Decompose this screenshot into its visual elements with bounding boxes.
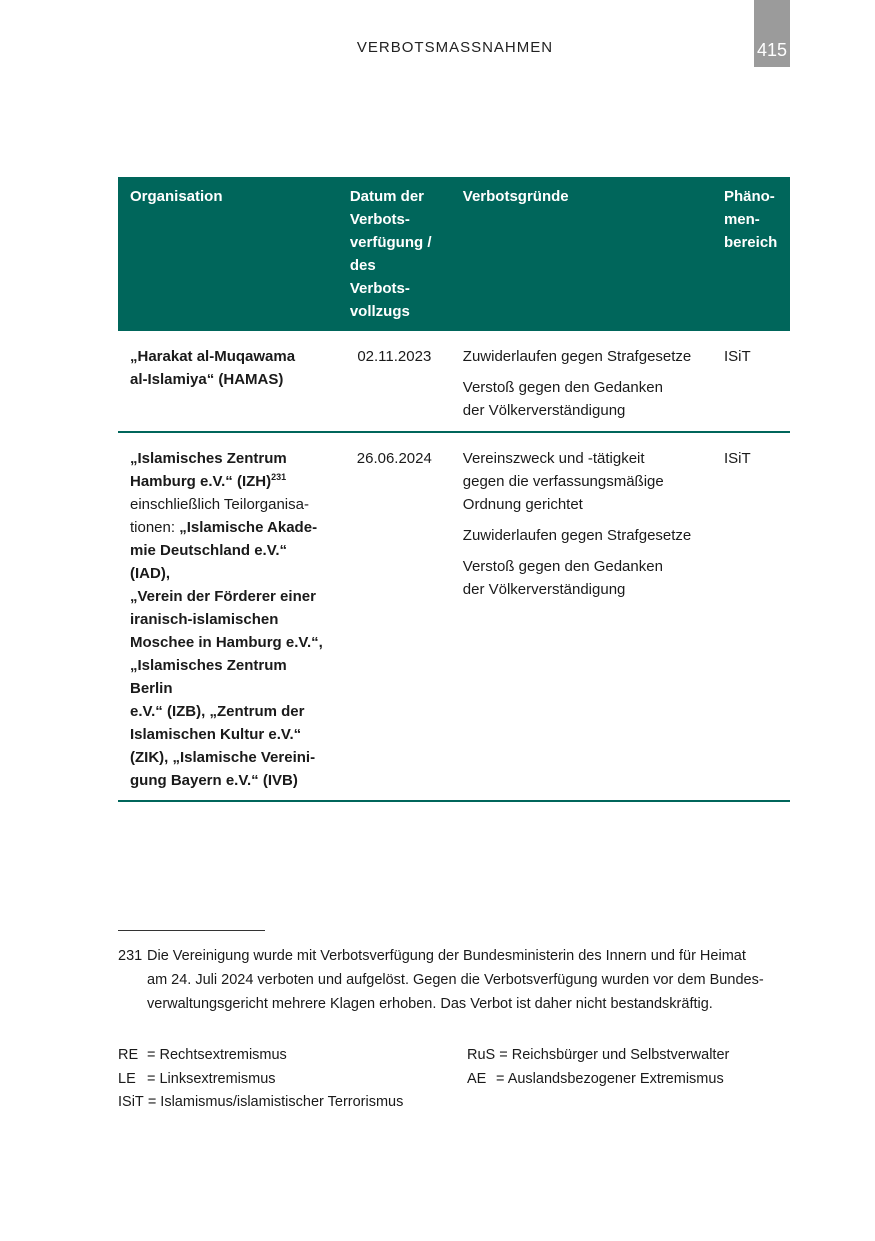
date-cell: 02.11.2023 — [338, 331, 451, 432]
date-cell: 26.06.2024 — [338, 432, 451, 801]
reason-item: Zuwiderlaufen gegen Strafgesetze — [462, 527, 692, 544]
abbreviation-legend-right — [467, 1044, 729, 1091]
reason-item: Verstoß gegen den Gedanken der Völkerverständigung — [462, 558, 663, 598]
area-cell: ISiT — [712, 331, 790, 432]
column-header-reasons: Verbotsgründe — [451, 177, 712, 331]
legend-item: RE = Rechtsextremismus — [118, 1047, 287, 1063]
reason-item: Zuwiderlaufen gegen Strafgesetze — [462, 348, 692, 365]
abbreviation-legend-left — [118, 1044, 403, 1115]
reason-item: Verstoß gegen den Gedanken der Völkerverständigung — [462, 379, 663, 419]
page-number: 415 — [756, 40, 788, 60]
reasons-cell — [451, 432, 712, 801]
footnote-divider — [118, 930, 265, 931]
column-header-organisation: Organisation — [118, 177, 338, 331]
footnote-number: 231 — [118, 948, 143, 964]
reasons-cell — [451, 331, 712, 432]
legend-item: ISiT = Islamismus/islamistischer Terrorismus — [118, 1094, 404, 1110]
column-header-area: Phäno- men- bereich — [712, 177, 790, 331]
footnote-text: Die Vereinigung wurde mit Verbotsverfügung der Bundesministerin des Innern und für Heimat am 24. Juli 2024 verboten und aufgelöst. Gegen die Verbotsverfügung wurden vor dem Bundes- verwaltungsgericht mehrere Klagen erhoben. Das Verbot ist daher nicht bestandskräftig. — [147, 948, 764, 1012]
area-cell: ISiT — [712, 432, 790, 801]
table-row — [118, 432, 790, 801]
reason-item: Vereinszweck und -tätigkeit gegen die verfassungsmäßige Ordnung gerichtet — [462, 450, 664, 513]
footnote-reference: 231 — [271, 472, 287, 482]
legend-item: RuS = Reichsbürger und Selbstverwalter — [467, 1047, 730, 1063]
table-header-row — [118, 177, 790, 331]
table-row — [118, 331, 790, 432]
ban-measures-table — [118, 177, 790, 802]
page-number-box — [754, 0, 790, 67]
legend-item: LE = Linksextremismus — [118, 1070, 276, 1087]
organisation-cell: „Harakat al-Muqawama al-Islamiya“ (HAMAS) — [118, 331, 338, 432]
running-title: VERBOTSMASSNAHMEN — [356, 39, 554, 56]
column-header-date: Datum der Verbots- verfügung / des Verbots- vollzugs — [338, 177, 451, 331]
legend-item: AE = Auslandsbezogener Extremismus — [467, 1070, 724, 1087]
footnote — [118, 944, 798, 1016]
organisation-cell: „Islamisches Zentrum Hamburg e.V.“ (IZH)$^{231}$ einschließlich Teilorganisa- tionen: „Islamische Akade- mie Deutschland e.V.“ (IAD), „Verein der Förderer einer iranisch-islamischen Moschee in Hamburg e.V.“, „Islamisches Zentrum Berlin e.V.“ (IZB), „Zentrum der Islamischen Kultur e.V.“ (ZIK), „Islamische Vereini- gung Bayern e.V.“ (IVB) — [118, 432, 338, 801]
